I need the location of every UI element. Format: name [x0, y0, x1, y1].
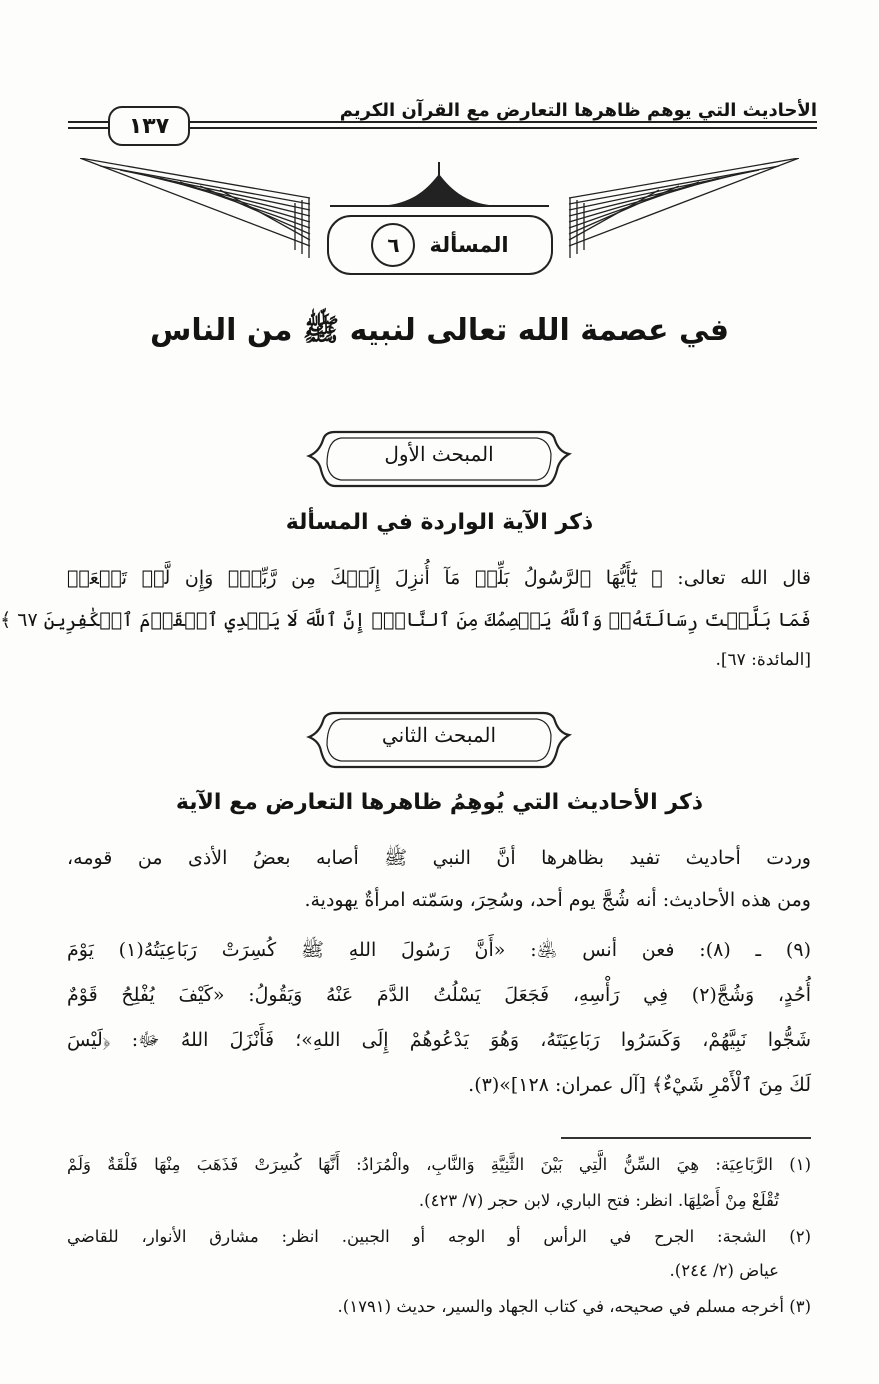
text-line: قال الله تعالى: ﴿ يَٰٓأَيُّهَا ٱلرَّسُولُ بَلِّغۡ مَآ أُنزِلَ إِلَيۡكَ مِن رَّبِّكَۖ وَإِن لَّمۡ تَفۡعَلۡ — [67, 567, 812, 589]
section1-heading: ذكر الآية الواردة في المسألة — [285, 510, 594, 535]
page-number: ١٣٧ — [108, 106, 190, 146]
footnote-rule — [561, 1137, 811, 1139]
issue-label: المسألة — [429, 233, 509, 257]
text-line: لَكَ مِنَ ٱلْأَمْرِ شَيْءٌ﴾ [آل عمران: ١٢٨]»(٣). — [468, 1074, 811, 1096]
footnote-line: (٢) الشجة: الجرح في الرأس أو الوجه أو الجبين. انظر: مشارق الأنوار، للقاضي — [67, 1227, 811, 1246]
footnote-line: (٣) أخرجه مسلم في صحيحه، في كتاب الجهاد والسير، حديث (١٧٩١). — [337, 1297, 811, 1316]
section1-scroll — [305, 430, 573, 488]
footnote-line: تُقْلَعْ مِنْ أَصْلِهَا. انظر: فتح الباري، لابن حجر (٧/ ٤٢٣). — [418, 1191, 779, 1210]
text-line: وردت أحاديث تفيد بظاهرها أنَّ النبي ﷺ أصابه بعضُ الأذى من قومه، — [67, 847, 811, 869]
issue-cartouche — [327, 215, 553, 275]
text-line: ومن هذه الأحاديث: أنه شُجَّ يوم أحد، وسُحِرَ، وسَمّته امرأةٌ يهودية. — [304, 889, 811, 911]
text-line: [المائدة: ٦٧]. — [715, 650, 811, 670]
section2-label: المبحث الثاني — [381, 723, 497, 747]
issue-title: في عصمة الله تعالى لنبيه ﷺ من الناس — [150, 313, 729, 348]
section2-scroll — [305, 711, 573, 769]
text-line: شَجُّوا نَبِيَّهُمْ، وَكَسَرُوا رَبَاعِيَتَهُ، وَهُوَ يَدْعُوهُمْ إِلَى اللهِ»؛ فَأَنْزَلَ اللهُ ﷻ: ﴿لَيْسَ — [67, 1029, 811, 1051]
section2-heading: ذكر الأحاديث التي يُوهِمُ ظاهرها التعارض مع الآية — [175, 790, 704, 815]
section1-label: المبحث الأول — [384, 442, 494, 466]
issue-number: ٦ — [371, 223, 415, 267]
text-line: أُحُدٍ، وَشُجَّ(٢) فِي رَأْسِهِ، فَجَعَلَ يَسْلُتُ الدَّمَ عَنْهُ وَيَقُولُ: «كَيْفَ يُفْلِحُ قَوْمٌ — [67, 984, 811, 1006]
text-line: (٩) ـ (٨): فعن أنس ﵁: «أَنَّ رَسُولَ اللهِ ﷺ كُسِرَتْ رَبَاعِيَتُهُ(١) يَوْمَ — [67, 939, 811, 961]
text-line: فَمَا بَلَّغۡتَ رِسَالَتَهُۥۚ وَٱللَّهُ يَعۡصِمُكَ مِنَ ٱلنَّاسِۗ إِنَّ ٱللَّهَ لَا يَهۡدِي ٱلۡقَوۡمَ ٱلۡكَٰفِرِينَ ٦٧ ﴾ — [0, 609, 811, 631]
footnote-line: (١) الرَّبَاعِيَة: هِيَ السِّنُّ الَّتِي بَيْنَ الثَّنِيَّةِ وَالنَّابِ، والْمُرَادُ: أَنَّهَا كُسِرَتْ فَذَهَبَ مِنْهَا فَلْقَةٌ وَلَمْ — [67, 1155, 811, 1174]
running-title: الأحاديث التي يوهم ظاهرها التعارض مع القرآن الكريم — [339, 100, 817, 121]
footnote-line: عياض (٢/ ٢٤٤). — [669, 1261, 779, 1280]
